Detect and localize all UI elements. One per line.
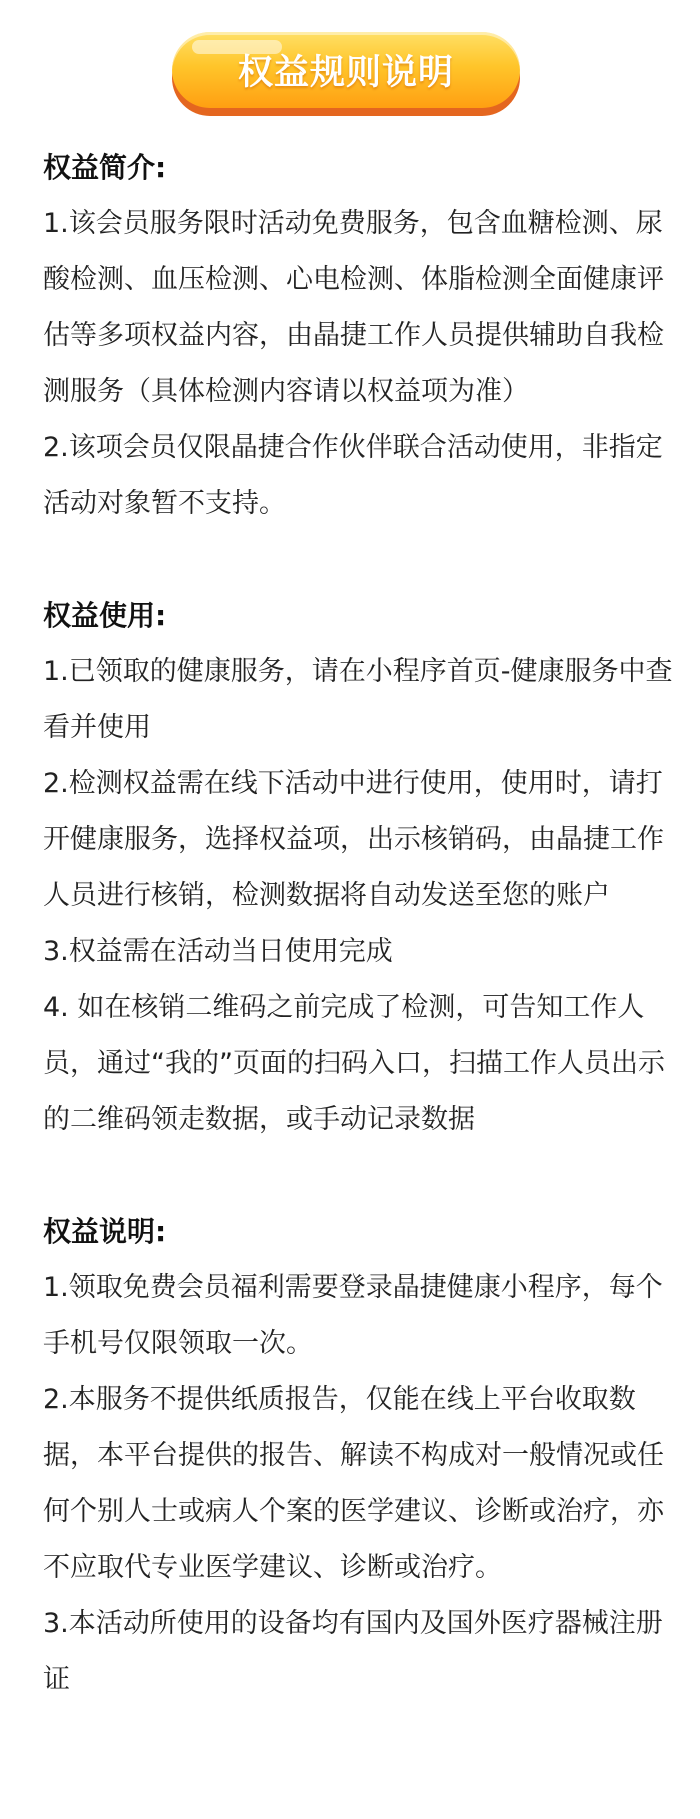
rule-item: 4. 如在核销二维码之前完成了检测，可告知工作人员，通过“我的”页面的扫码入口，扫描工作人员出示的二维码领走数据，或手动记录数据: [43, 992, 665, 1135]
rule-item: 1.已领取的健康服务，请在小程序首页-健康服务中查看并使用: [43, 656, 673, 743]
section-notes: [43, 1204, 673, 1708]
rule-item: 2.本服务不提供纸质报告，仅能在线上平台收取数据，本平台提供的报告、解读不构成对一般情况或任何个别人士或病人个案的医学建议、诊断或治疗，亦不应取代专业医学建议、诊断或治疗。: [43, 1384, 664, 1583]
section-usage: [43, 588, 673, 1148]
rule-item: 3.权益需在活动当日使用完成: [43, 936, 393, 967]
rules-content: [43, 140, 673, 1764]
rule-item: 2.该项会员仅限晶捷合作伙伴联合活动使用，非指定活动对象暂不支持。: [43, 432, 663, 519]
section-title: 权益使用:: [43, 599, 167, 632]
rule-item: 1.领取免费会员福利需要登录晶捷健康小程序，每个手机号仅限领取一次。: [43, 1272, 663, 1359]
rule-item: 2.检测权益需在线下活动中进行使用，使用时，请打开健康服务，选择权益项，出示核销码，由晶捷工作人员进行核销，检测数据将自动发送至您的账户: [43, 768, 664, 911]
rule-item: 1.该会员服务限时活动免费服务，包含血糖检测、尿酸检测、血压检测、心电检测、体脂检测全面健康评估等多项权益内容，由晶捷工作人员提供辅助自我检测服务（具体检测内容请以权益项为准）: [43, 208, 664, 407]
rules-banner: [172, 32, 520, 118]
page-title: 权益规则说明: [237, 53, 454, 93]
banner-pill: [172, 32, 520, 108]
section-title: 权益说明:: [43, 1215, 167, 1248]
rule-item: 3.本活动所使用的设备均有国内及国外医疗器械注册证: [43, 1608, 663, 1695]
section-title: 权益简介:: [43, 151, 167, 184]
section-intro: [43, 140, 673, 532]
